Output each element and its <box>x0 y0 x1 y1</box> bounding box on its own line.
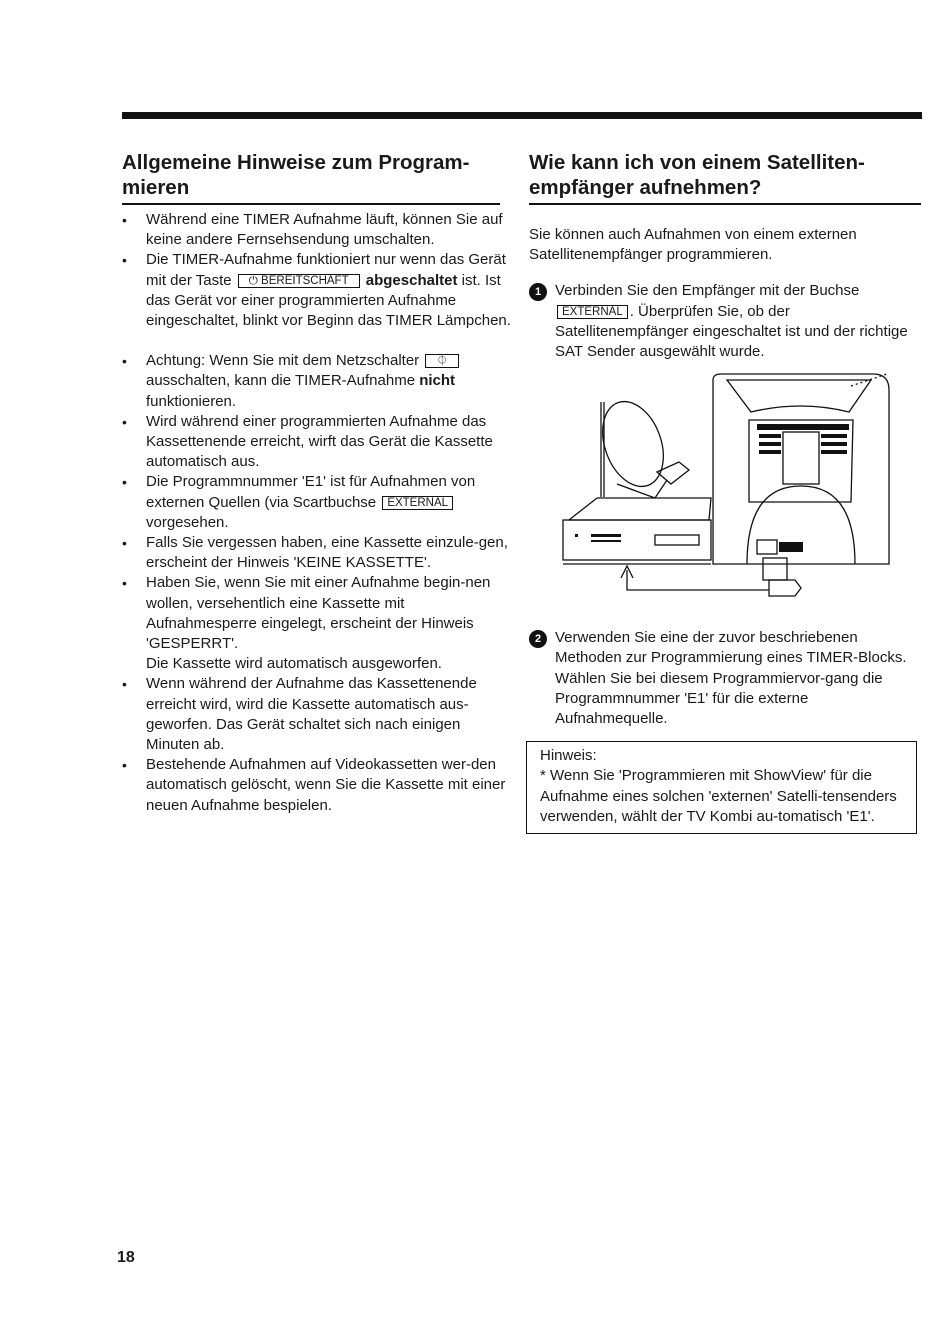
list-item: • Haben Sie, wenn Sie mit einer Aufnahme begin-nen wollen, versehentlich eine Kassette mit Aufnahmesperre eingelegt, erscheint der Hinweis 'GESPERRT'. Die Kassette wird automatisch ausgeworfen. <box>122 573 517 674</box>
page-number: 18 <box>117 1249 135 1266</box>
list-item: • Wenn während der Aufnahme das Kassettenende erreicht wird, wird die Kassette automatisch aus-geworfen. Das Gerät schaltet sich nach einigen Minuten ab. <box>122 674 517 755</box>
hint-title: Hinweis: <box>540 747 597 765</box>
tv-back-icon <box>713 374 889 564</box>
list-item: • Achtung: Wenn Sie mit dem Netzschalter ⏀ ausschalten, kann die TIMER-Aufnahme nicht funktionieren. <box>122 351 517 412</box>
satellite-connection-illustration <box>551 372 916 607</box>
list-item: • Wird während einer programmierten Aufnahme das Kassettenende erreicht, wirft das Gerät die Kassette automatisch aus. <box>122 412 517 473</box>
step-number-2: 2 <box>529 630 547 648</box>
satellite-receiver-icon <box>563 520 711 560</box>
right-column <box>529 150 921 834</box>
standby-key: ⏻ BEREITSCHAFT <box>238 274 360 288</box>
list-item: • Die Programmnummer 'E1' ist für Aufnahmen von externen Quellen (via Scartbuchse EXTERNAL vorgesehen. <box>122 472 517 533</box>
list-item: • Die TIMER-Aufnahme funktioniert nur wenn das Gerät mit der Taste ⏻ BEREITSCHAFT abgeschaltet ist. Ist das Gerät vor einer programmierten Aufnahme eingeschaltet, blinkt vor Beginn das TIMER Lämpchen. <box>122 250 517 331</box>
step-2: 2 Verwenden Sie eine der zuvor beschriebenen Methoden zur Programmierung eines TIMER-Blocks. Wählen Sie bei diesem Programmiervor-gang die Programmnummer 'E1' für die externe Aufnahmequelle. <box>529 628 921 729</box>
external-key: EXTERNAL <box>382 496 453 510</box>
list-item: • Bestehende Aufnahmen auf Videokassetten wer-den automatisch gelöscht, wenn Sie die Kassette mit einer neuen Aufnahme bespielen. <box>122 755 517 816</box>
list-item: • Während eine TIMER Aufnahme läuft, können Sie auf keine andere Fernsehsendung umschalten. <box>122 210 517 250</box>
hint-box <box>526 741 917 834</box>
receiver-top <box>569 498 711 520</box>
step-number-1: 1 <box>529 283 547 301</box>
right-heading: Wie kann ich von einem Satelliten-empfänger aufnehmen? <box>529 150 921 205</box>
power-switch-key: ⏀ <box>425 354 459 368</box>
scart-cable-icon <box>627 570 769 590</box>
intro-text: Sie können auch Aufnahmen von einem externen Satellitenempfänger programmieren. <box>529 226 857 264</box>
left-column <box>122 150 517 816</box>
hint-text: * Wenn Sie 'Programmieren mit ShowView' für die Aufnahme eines solchen 'externen' Satelli-tensenders verwenden, wählt der TV Kombi au-tomatisch 'E1'. <box>540 767 897 825</box>
left-heading: Allgemeine Hinweise zum Program-mieren <box>122 150 500 205</box>
top-rule <box>122 112 922 119</box>
list-item: • Falls Sie vergessen haben, eine Kassette einzule-gen, erscheint der Hinweis 'KEINE KASSETTE'. <box>122 533 517 573</box>
left-bullet-list <box>122 210 517 816</box>
external-key: EXTERNAL <box>557 305 628 319</box>
step-1: 1 Verbinden Sie den Empfänger mit der Buchse EXTERNAL . Überprüfen Sie, ob der Satellitenempfänger eingeschaltet ist und der richtige SAT Sender ausgewählt wurde. <box>529 281 921 362</box>
